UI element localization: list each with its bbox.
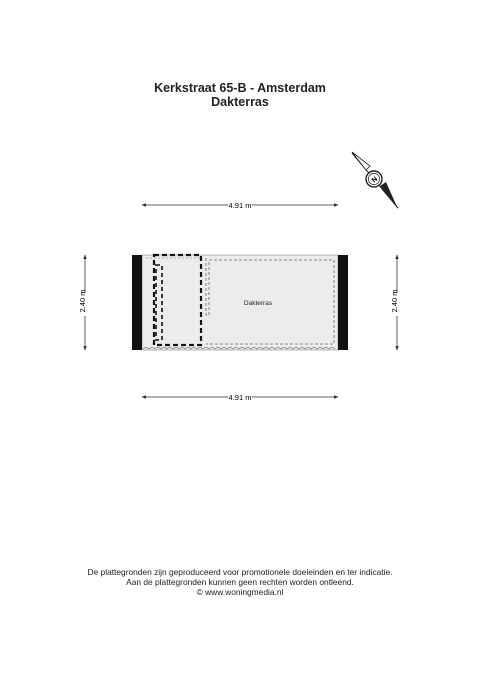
footer-disclaimer-line1: De plattegronden zijn geproduceerd voor promotionele doeleinden en ter indicatie. — [87, 567, 393, 577]
dimension-bottom — [142, 393, 338, 402]
footer-disclaimer-line2: Aan de plattegronden kunnen geen rechten worden ontleend. — [126, 577, 354, 587]
dimension-right — [390, 255, 399, 350]
dimension-left — [78, 255, 87, 350]
page-subtitle: Dakterras — [211, 95, 269, 109]
wall-left — [132, 255, 142, 350]
dimension-left-label: 2.40 m — [78, 289, 87, 313]
footer-copyright: © www.woningmedia.nl — [196, 587, 284, 597]
compass-north-label: N — [370, 175, 380, 185]
compass-icon — [352, 152, 398, 209]
wall-right — [338, 255, 348, 350]
terrace-floor — [142, 255, 338, 350]
page-title: Kerkstraat 65-B - Amsterdam — [154, 81, 326, 95]
dimension-top-label: 4.91 m — [228, 201, 252, 210]
dimension-bottom-label: 4.91 m — [228, 393, 252, 402]
room-label-dakterras: Dakterras — [243, 300, 273, 307]
dimension-right-label: 2.40 m — [390, 289, 399, 313]
dimension-top — [142, 201, 338, 210]
